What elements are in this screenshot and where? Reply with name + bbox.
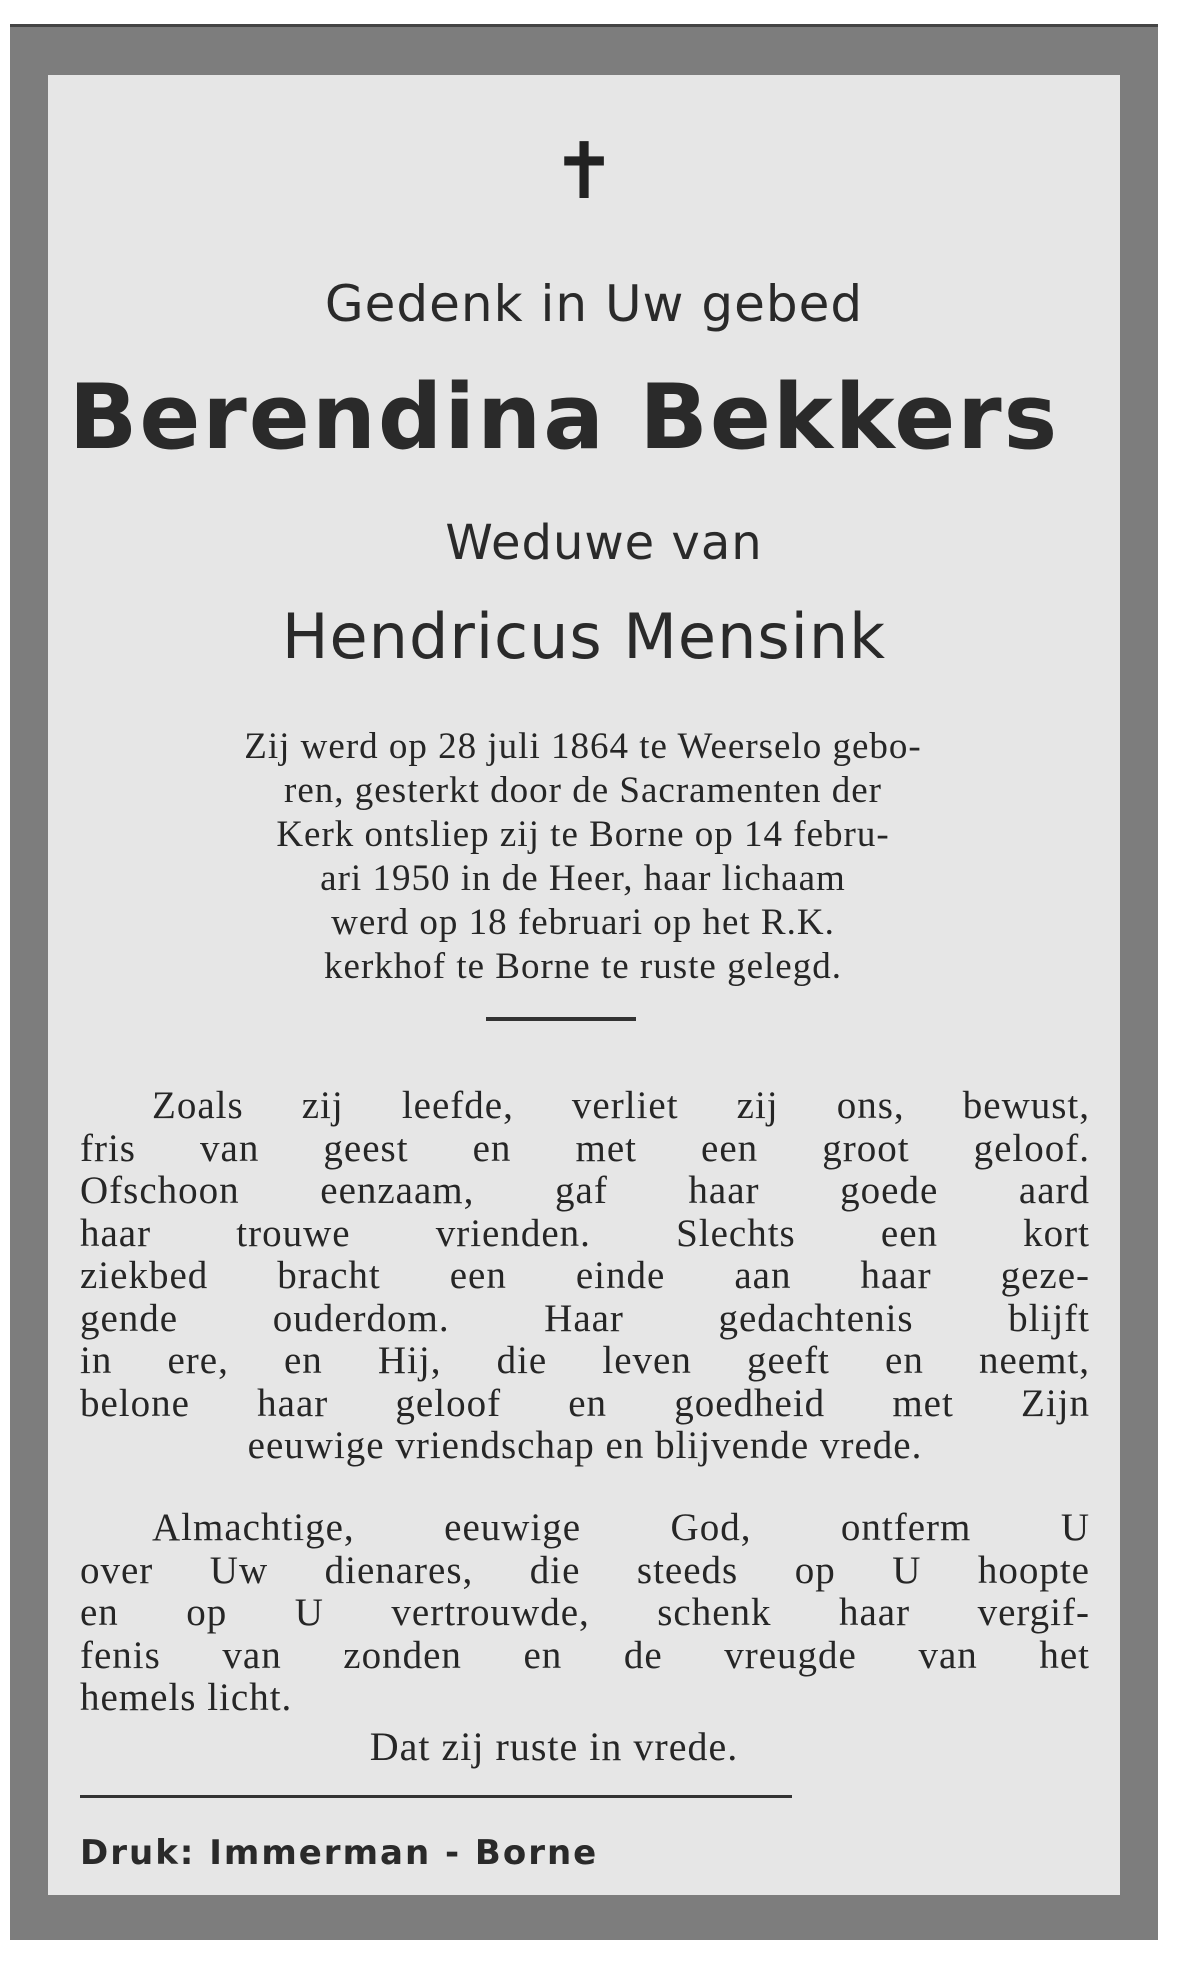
cross-icon: ✝ [551,127,617,217]
eulogy-line: in ere, en Hij, die leven geeft en neemt, [80,1339,1090,1382]
section-divider [486,1017,636,1021]
prayer-line: over Uw dienares, die steeds op U hoopte [80,1548,1090,1592]
eulogy-line: fris van geest en met een groot geloof. [80,1126,1090,1170]
biography-line: Kerk ontsliep zij te Borne op 14 febru- [276,814,890,855]
prayer-line: en op U vertrouwde, schenk haar vergif- [80,1591,1090,1634]
eulogy-line: gende ouderdom. Haar gedachtenis blijft [80,1296,1090,1340]
prayer-line: fenis van zonden en de vreugde van het [80,1633,1090,1677]
eulogy-line: ziekbed bracht een einde aan haar geze- [80,1254,1090,1297]
biography-line: Zij werd op 28 juli 1864 te Weerselo gebo- [244,726,922,767]
eulogy-line: eeuwige vriendschap en blijvende vrede. [247,1424,923,1467]
eulogy-paragraph [80,1085,1090,1468]
widow-of-label: Weduwe van [445,515,763,571]
biography-line: ari 1950 in de Heer, haar lichaam [320,858,846,899]
deceased-name: Berendina Bekkers [68,365,1060,470]
prayer-paragraph [80,1507,1090,1720]
biography-line: werd op 18 februari op het R.K. [331,902,835,943]
eulogy-line: belone haar geloof en goedheid met Zijn [80,1381,1090,1425]
prayer-line: hemels licht. [80,1676,293,1719]
memorial-card [10,24,1158,1940]
eulogy-line: Ofschoon eenzaam, gaf haar goede aard [80,1169,1090,1212]
prayer-line: Almachtige, eeuwige God, ontferm U [152,1506,1090,1549]
footer-rule [80,1795,792,1798]
biography-line: ren, gesterkt door de Sacramenten der [284,770,882,811]
closing-line: Dat zij ruste in vrede. [369,1724,739,1769]
remembrance-heading: Gedenk in Uw gebed [324,275,864,333]
husband-name: Hendricus Mensink [281,600,887,673]
eulogy-line: haar trouwe vrienden. Slechts een kort [80,1211,1090,1255]
memorial-card-body [48,75,1120,1895]
biography-line: kerkhof te Borne te ruste gelegd. [324,946,842,987]
printer-credit: Druk: Immerman - Borne [80,1833,599,1873]
eulogy-line: Zoals zij leefde, verliet zij ons, bewust, [152,1084,1090,1127]
biography-paragraph [68,725,1098,989]
